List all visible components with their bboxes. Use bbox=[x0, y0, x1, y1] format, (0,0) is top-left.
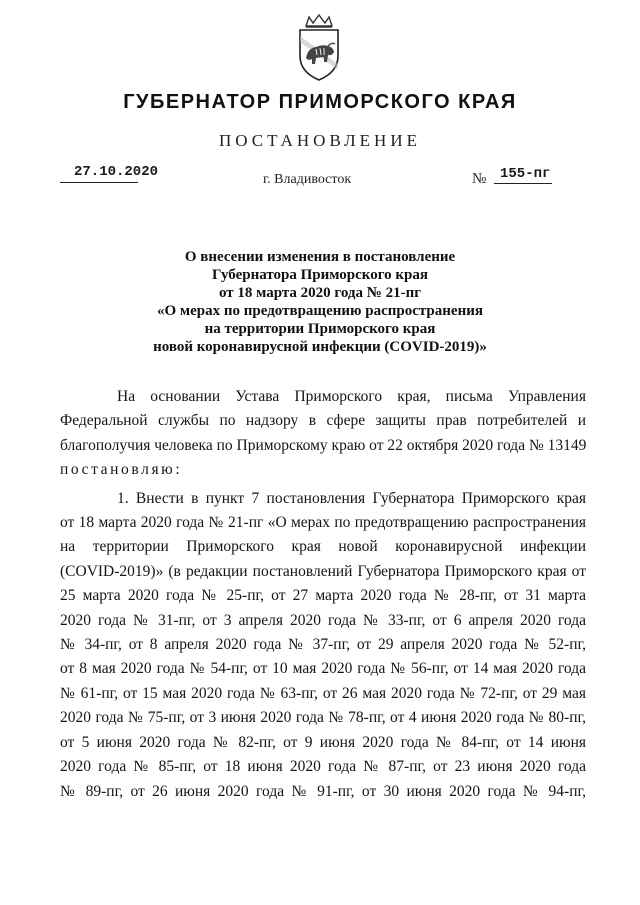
body-line: на территории Приморского края новой коронавирусной инфекции bbox=[60, 538, 586, 556]
number-underline bbox=[494, 183, 552, 184]
title-line: новой коронавирусной инфекции (COVID-2019)» bbox=[153, 339, 487, 355]
title-line: О внесении изменения в постановление bbox=[184, 249, 456, 265]
body-line: № 61-пг, от 15 мая 2020 года № 63-пг, от 26 мая 2020 года № 72-пг, от 29 мая bbox=[60, 684, 586, 702]
body-line: от 8 мая 2020 года № 54-пг, от 10 мая 2020 года № 56-пг, от 14 мая 2020 года bbox=[60, 660, 586, 678]
resolve-word: постановляю: bbox=[60, 461, 183, 479]
preamble-paragraph bbox=[60, 385, 586, 483]
body-line: 1. Внести в пункт 7 постановления Губернатора Приморского края bbox=[117, 489, 586, 507]
body-line: Федеральной службы по надзору в сфере защиты прав потребителей и bbox=[60, 412, 586, 430]
title-line: от 18 марта 2020 года № 21-пг bbox=[218, 285, 422, 301]
date-underline bbox=[60, 182, 138, 183]
document-type: ПОСТАНОВЛЕНИЕ bbox=[218, 131, 421, 150]
body-line: № 89-пг, от 26 июня 2020 года № 91-пг, от 30 июня 2020 года № 94-пг, bbox=[60, 782, 586, 800]
body-line: от 5 июня 2020 года № 82-пг, от 9 июня 2020 года № 84-пг, от 14 июня bbox=[60, 733, 586, 751]
body-line: 25 марта 2020 года № 25-пг, от 27 марта 2020 года № 28-пг, от 31 марта bbox=[60, 587, 586, 605]
body-line: благополучия человека по Приморскому краю от 22 октября 2020 года № 13149 bbox=[60, 436, 587, 454]
body-line: На основании Устава Приморского края, письма Управления bbox=[117, 388, 586, 405]
issuer-heading: ГУБЕРНАТОР ПРИМОРСКОГО КРАЯ bbox=[123, 91, 517, 113]
number-label: № bbox=[472, 171, 487, 187]
body-line: № 34-пг, от 8 апреля 2020 года № 37-пг, от 29 апреля 2020 года № 52-пг, bbox=[60, 636, 586, 654]
body-line: 2020 года № 85-пг, от 18 июня 2020 года № 87-пг, от 23 июня 2020 года bbox=[60, 758, 586, 776]
document-date: 27.10.2020 bbox=[74, 164, 159, 180]
document-number: 155-пг bbox=[500, 166, 551, 182]
body-line: 2020 года № 31-пг, от 3 апреля 2020 года № 33-пг, от 6 апреля 2020 года bbox=[60, 611, 586, 629]
document-city: г. Владивосток bbox=[263, 172, 352, 187]
body-line: от 18 марта 2020 года № 21-пг «О мерах по предотвращению распространения bbox=[60, 514, 586, 532]
document-title bbox=[90, 248, 550, 356]
title-line: «О мерах по предотвращению распространения bbox=[157, 303, 483, 319]
coat-of-arms-icon bbox=[292, 14, 346, 82]
title-line: на территории Приморского края bbox=[204, 321, 436, 337]
title-line: Губернатора Приморского края bbox=[212, 267, 428, 283]
item-1-paragraph bbox=[60, 487, 586, 804]
body-line: 2020 года № 75-пг, от 3 июня 2020 года № 78-пг, от 4 июня 2020 года № 80-пг, bbox=[60, 709, 586, 727]
body-line: (COVID-2019)» (в редакции постановлений Губернатора Приморского края от bbox=[60, 562, 586, 580]
document-body bbox=[60, 385, 586, 804]
